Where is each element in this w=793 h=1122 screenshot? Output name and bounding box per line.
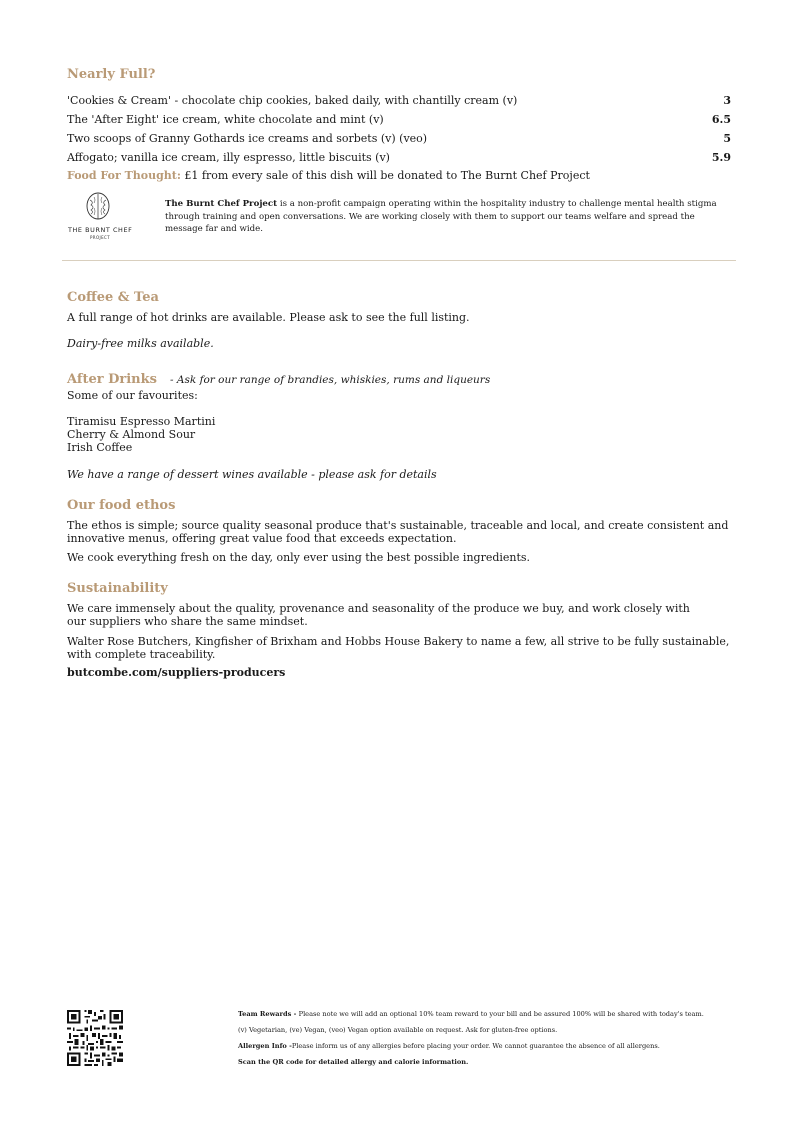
food-ethos-para2: We cook everything fresh on the day, only ever using the best possible ingredients. [67,551,531,564]
coffee-tea-note: Dairy-free milks available. [67,337,214,350]
team-rewards [238,1010,704,1019]
burnt-chef-logo-sub: PROJECT [90,235,111,240]
burnt-chef-logo-title: THE BURNT CHEF [68,226,133,234]
after-drinks-heading-row [67,368,490,387]
sustainability-para2: Walter Rose Butchers, Kingfisher of Brixham and Hobbs House Bakery to name a few, all strive to be fully sustainable, with complete traceability. [67,635,730,661]
menu-item-price: 6.5 [711,113,731,126]
food-for-thought-text: £1 from every sale of this dish will be donated to The Burnt Chef Project [184,169,590,182]
after-drinks-note: We have a range of dessert wines available - please ask for details [67,468,437,481]
menu-item-price: 5 [723,132,731,145]
scan-qr-text: Scan the QR code for detailed allergy and calorie information. [238,1058,469,1066]
coffee-tea-text: A full range of hot drinks are available. Please ask to see the full listing. [67,311,470,324]
section-divider [62,260,736,261]
suppliers-link[interactable]: butcombe.com/suppliers-producers [67,666,286,679]
menu-item-price: 3 [723,94,731,107]
section-heading-sustainability: Sustainability [67,581,168,596]
allergen-text: Please inform us of any allergies before placing your order. We cannot guarantee the absence of all allergens. [291,1042,660,1050]
dietary-info: (v) Vegetarian, (ve) Vegan, (veo) Vegan option available on request. Ask for gluten-free options. [238,1026,558,1034]
section-heading-coffee-tea: Coffee & Tea [67,290,159,305]
menu-item [67,94,731,108]
food-for-thought [67,169,590,182]
team-rewards-text: Please note we will add an optional 10% team reward to your bill and be assured 100% will be shared with today's team. [298,1010,704,1018]
menu-item-name: 'Cookies & Cream' - chocolate chip cookies, baked daily, with chantilly cream (v) [67,94,518,107]
after-drinks-subtitle: - Ask for our range of brandies, whiskies, rums and liqueurs [170,374,491,386]
allergen-label: Allergen Info - [238,1042,292,1050]
burnt-chef-name: The Burnt Chef Project [165,199,278,209]
burnt-chef-description [165,198,735,236]
after-drinks-intro: Some of our favourites: [67,389,198,402]
menu-item [67,132,731,146]
sustainability-para1: We care immensely about the quality, provenance and seasonality of the produce we buy, and work closely with our suppliers who share the same mindset. [67,602,690,628]
menu-item-name: Two scoops of Granny Gothards ice creams and sorbets (v) (veo) [67,132,428,145]
favourite-item: Tiramisu Espresso Martini [67,415,216,428]
food-for-thought-label: Food For Thought: [67,169,181,182]
section-heading-food-ethos: Our food ethos [67,498,176,513]
section-heading-nearly-full: Nearly Full? [67,67,156,82]
allergen-info [238,1042,660,1051]
menu-item-price: 5.9 [711,151,731,164]
favourite-item: Cherry & Almond Sour [67,428,196,441]
menu-item-name: The 'After Eight' ice cream, white chocolate and mint (v) [67,113,384,126]
menu-item [67,113,731,127]
burnt-chef-text: is a non-profit campaign operating within the hospitality industry to challenge mental health stigma through training and open conversations. We are working closely with them to support our teams welfare and spread the message far and wide. [165,199,717,234]
menu-item [67,151,731,165]
burnt-chef-logo [68,192,133,242]
brain-icon [85,192,111,222]
section-heading-after-drinks: After Drinks [67,372,157,387]
menu-item-name: Affogato; vanilla ice cream, illy espresso, little biscuits (v) [67,151,390,164]
favourite-item: Irish Coffee [67,441,133,454]
team-rewards-label: Team Rewards - [238,1010,299,1018]
food-ethos-para1: The ethos is simple; source quality seasonal produce that's sustainable, traceable and local, and create consistent and innovative menus, offering great value food that exceeds expectation. [67,519,729,545]
qr-code-icon[interactable] [67,1010,123,1066]
